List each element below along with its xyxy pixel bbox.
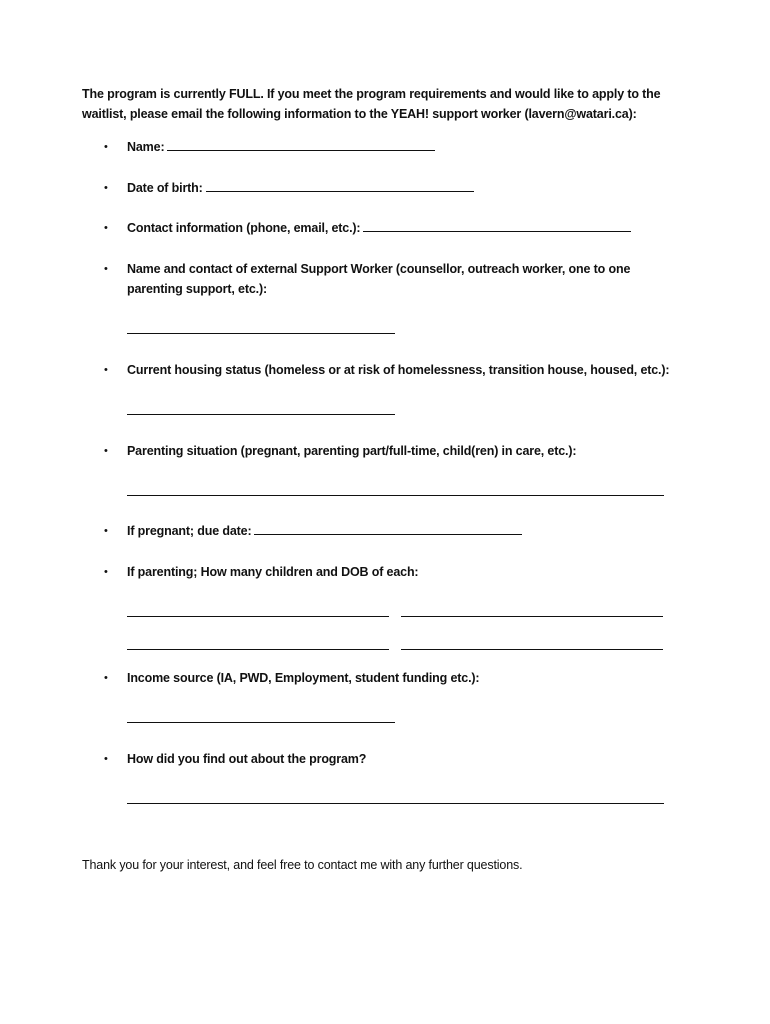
income-field[interactable] xyxy=(127,722,395,723)
item-row-due-date xyxy=(127,521,687,541)
child-field-3[interactable] xyxy=(127,649,389,650)
bullet-icon: • xyxy=(104,566,108,578)
name-field[interactable] xyxy=(167,138,435,151)
due-date-field[interactable] xyxy=(254,522,522,535)
found-out-field[interactable] xyxy=(127,803,664,804)
housing-label: Current housing status (homeless or at risk of homelessness, transition house, housed, etc.): xyxy=(127,363,670,377)
due-date-label: If pregnant; due date: xyxy=(127,524,252,538)
bullet-icon: • xyxy=(104,445,108,457)
income-label: Income source (IA, PWD, Employment, student funding etc.): xyxy=(127,671,480,685)
bullet-icon: • xyxy=(104,525,108,537)
contact-field[interactable] xyxy=(363,219,631,232)
found-out-label: How did you find out about the program? xyxy=(127,752,367,766)
intro-paragraph: The program is currently FULL. If you meet the program requirements and would like to apply to the waitlist, please email the following information to the YEAH! support worker (lavern@watari.ca): xyxy=(82,87,661,121)
item-row-contact xyxy=(127,218,687,238)
parenting-situation-field[interactable] xyxy=(127,495,664,496)
bullet-icon: • xyxy=(104,141,108,153)
parenting-situation-label: Parenting situation (pregnant, parenting part/full-time, child(ren) in care, etc.): xyxy=(127,444,577,458)
contact-label: Contact information (phone, email, etc.): xyxy=(127,221,361,235)
child-field-2[interactable] xyxy=(401,616,663,617)
bullet-icon: • xyxy=(104,222,108,234)
item-row-name xyxy=(127,137,687,157)
bullet-icon: • xyxy=(104,263,108,275)
support-worker-field[interactable] xyxy=(127,333,395,334)
bullet-icon: • xyxy=(104,753,108,765)
bullet-icon: • xyxy=(104,182,108,194)
bullet-icon: • xyxy=(104,364,108,376)
dob-label: Date of birth: xyxy=(127,181,203,195)
child-field-4[interactable] xyxy=(401,649,663,650)
name-label: Name: xyxy=(127,140,165,154)
children-label: If parenting; How many children and DOB of each: xyxy=(127,565,419,579)
dob-field[interactable] xyxy=(206,179,474,192)
child-field-1[interactable] xyxy=(127,616,389,617)
item-row-dob xyxy=(127,178,687,198)
support-worker-label: Name and contact of external Support Worker (counsellor, outreach worker, one to one parenting support, etc.): xyxy=(127,262,631,296)
closing-paragraph: Thank you for your interest, and feel free to contact me with any further questions. xyxy=(82,858,523,872)
housing-field[interactable] xyxy=(127,414,395,415)
bullet-icon: • xyxy=(104,672,108,684)
